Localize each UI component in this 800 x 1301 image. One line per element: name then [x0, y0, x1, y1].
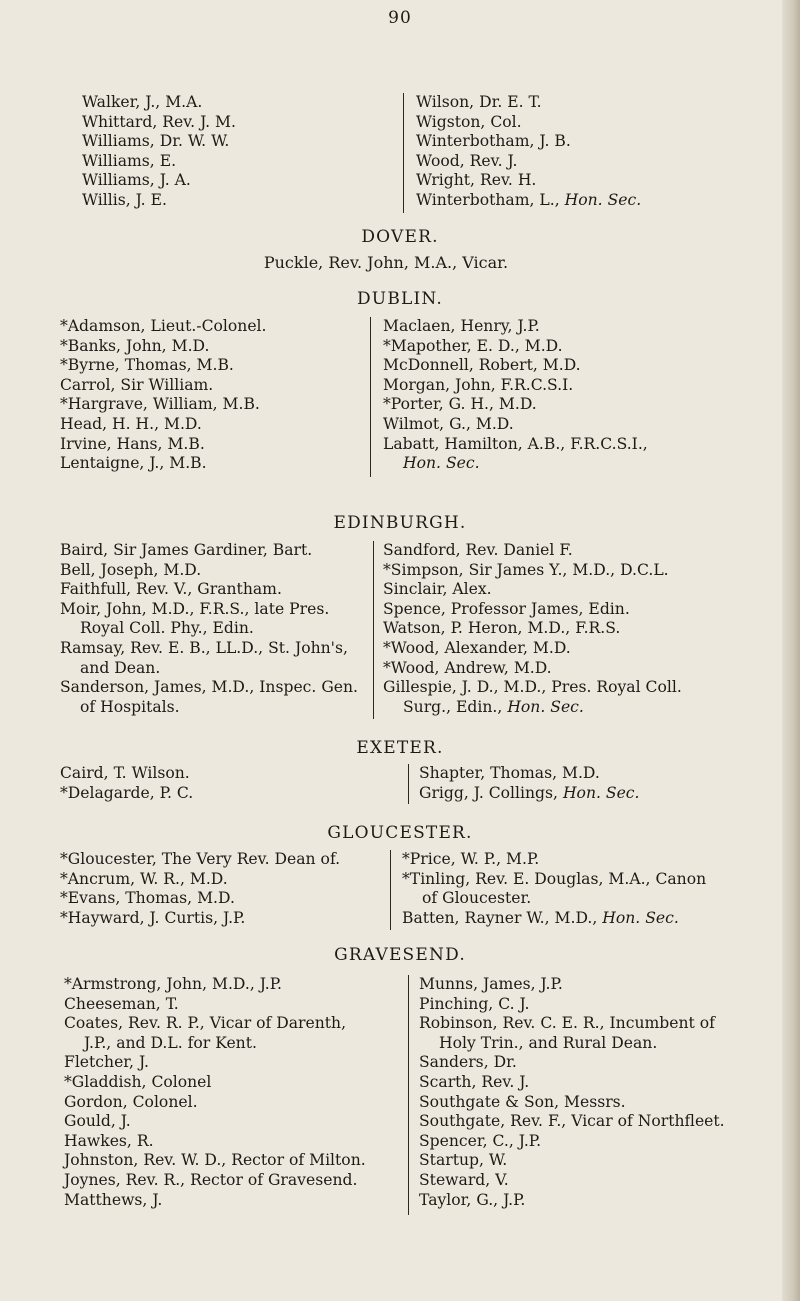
list-item: Spencer, C., J.P. — [419, 1131, 542, 1150]
list-item: Winterbotham, L., Hon. Sec. — [416, 190, 642, 209]
list-item: Gordon, Colonel. — [64, 1092, 198, 1111]
list-item: Southgate & Son, Messrs. — [419, 1092, 626, 1111]
top-right-column — [416, 93, 641, 211]
list-item: Sanderson, James, M.D., Inspec. Gen. — [60, 678, 359, 697]
dover-entry: Puckle, Rev. John, M.A., Vicar. — [263, 253, 509, 272]
section-heading-edinburgh: EDINBURGH. — [333, 513, 467, 533]
list-item: Maclaen, Henry, J.P. — [383, 317, 540, 335]
page-number: 90 — [388, 8, 412, 28]
hon-sec-label: Hon. Sec. — [564, 190, 642, 209]
list-item: Cheeseman, T. — [64, 994, 179, 1013]
list-item: Holy Trin., and Rural Dean. — [439, 1033, 658, 1052]
list-item: Batten, Rayner W., M.D., Hon. Sec. — [402, 908, 679, 927]
list-item: Irvine, Hans, M.B. — [60, 434, 205, 453]
list-item: J.P., and D.L. for Kent. — [84, 1033, 257, 1052]
list-item: Startup, W. — [419, 1151, 508, 1170]
list-item: Lentaigne, J., M.B. — [60, 454, 207, 473]
list-item: Robinson, Rev. C. E. R., Incumbent of — [419, 1014, 715, 1033]
list-item: Southgate, Rev. F., Vicar of Northfleet. — [419, 1112, 725, 1131]
list-item: and Dean. — [80, 658, 161, 677]
list-item: Whittard, Rev. J. M. — [82, 112, 236, 131]
list-item: Fletcher, J. — [64, 1053, 149, 1072]
list-item: Royal Coll. Phy., Edin. — [80, 619, 254, 638]
section-heading-dover: DOVER. — [361, 227, 439, 247]
edinburgh-left-column — [60, 541, 358, 717]
list-item: Willis, J. E. — [82, 190, 167, 209]
list-item: Surg., Edin., Hon. Sec. — [403, 697, 584, 716]
list-item: Wilson, Dr. E. T. — [416, 93, 542, 111]
list-item: *Byrne, Thomas, M.B. — [60, 356, 234, 375]
list-item: *Armstrong, John, M.D., J.P. — [64, 975, 283, 993]
list-item: *Banks, John, M.D. — [60, 336, 210, 355]
exeter-left-column — [60, 764, 193, 803]
list-item: Joynes, Rev. R., Rector of Gravesend. — [64, 1170, 358, 1189]
list-item: Bell, Joseph, M.D. — [60, 560, 202, 579]
list-item: Carrol, Sir William. — [60, 375, 214, 394]
list-item: *Price, W. P., M.P. — [402, 850, 540, 868]
list-item: *Hargrave, William, M.B. — [60, 395, 260, 414]
list-item: Sinclair, Alex. — [383, 580, 492, 599]
list-item: *Simpson, Sir James Y., M.D., D.C.L. — [383, 560, 669, 579]
column-divider — [370, 317, 371, 477]
list-item: Watson, P. Heron, M.D., F.R.S. — [383, 619, 621, 638]
list-item: of Gloucester. — [422, 889, 532, 908]
list-item: Williams, Dr. W. W. — [82, 132, 230, 151]
list-item: Ramsay, Rev. E. B., LL.D., St. John's, — [60, 638, 348, 657]
list-item: Gillespie, J. D., M.D., Pres. Royal Coll. — [383, 678, 682, 697]
column-divider — [373, 541, 374, 719]
section-heading-gloucester: GLOUCESTER. — [327, 823, 473, 843]
list-item: Wright, Rev. H. — [416, 171, 537, 190]
list-item: *Porter, G. H., M.D. — [383, 395, 537, 414]
page-edge — [782, 0, 800, 1301]
hon-sec-label: Hon. Sec. — [562, 783, 640, 802]
list-item: *Gladdish, Colonel — [64, 1072, 212, 1091]
gravesend-left-column — [64, 975, 366, 1210]
list-item: *Ancrum, W. R., M.D. — [60, 869, 228, 888]
gloucester-left-column — [60, 850, 340, 928]
list-item: Wood, Rev. J. — [416, 151, 518, 170]
list-item: Wigston, Col. — [416, 112, 522, 131]
list-item: Taylor, G., J.P. — [419, 1190, 526, 1209]
list-item: of Hospitals. — [80, 697, 180, 716]
list-item: Spence, Professor James, Edin. — [383, 599, 630, 618]
list-item: Walker, J., M.A. — [82, 93, 203, 111]
edinburgh-right-column — [383, 541, 682, 717]
list-item: Faithfull, Rev. V., Grantham. — [60, 580, 282, 599]
gravesend-right-column — [419, 975, 725, 1210]
dublin-right-column — [383, 317, 648, 474]
list-item: *Evans, Thomas, M.D. — [60, 889, 235, 908]
list-item: Gould, J. — [64, 1112, 131, 1131]
list-item: Coates, Rev. R. P., Vicar of Darenth, — [64, 1014, 347, 1033]
list-item: Scarth, Rev. J. — [419, 1072, 530, 1091]
column-divider — [403, 93, 404, 213]
list-item: Grigg, J. Collings, Hon. Sec. — [419, 783, 640, 802]
list-item: *Delagarde, P. C. — [60, 783, 194, 802]
list-item: Johnston, Rev. W. D., Rector of Milton. — [64, 1151, 366, 1170]
list-item: Munns, James, J.P. — [419, 975, 563, 993]
list-item: Baird, Sir James Gardiner, Bart. — [60, 541, 313, 559]
column-divider — [408, 975, 409, 1215]
list-item: *Gloucester, The Very Rev. Dean of. — [60, 850, 341, 868]
section-heading-exeter: EXETER. — [356, 738, 444, 758]
column-divider — [390, 850, 391, 930]
hon-sec-label: Hon. Sec. — [507, 697, 584, 716]
list-item: Williams, E. — [82, 151, 177, 170]
list-item: Winterbotham, J. B. — [416, 132, 571, 151]
hon-sec-label: Hon. Sec. — [602, 908, 679, 927]
section-heading-dublin: DUBLIN. — [356, 289, 444, 309]
list-item: Sandford, Rev. Daniel F. — [383, 541, 573, 559]
list-item: Labatt, Hamilton, A.B., F.R.C.S.I., — [383, 434, 648, 453]
gloucester-right-column — [402, 850, 706, 928]
list-item: *Adamson, Lieut.-Colonel. — [60, 317, 267, 335]
list-item: Caird, T. Wilson. — [60, 764, 190, 782]
list-item: Head, H. H., M.D. — [60, 414, 202, 433]
hon-sec-label: Hon. Sec. — [403, 454, 480, 473]
list-item: Moir, John, M.D., F.R.S., late Pres. — [60, 599, 330, 618]
list-item: *Hayward, J. Curtis, J.P. — [60, 908, 246, 927]
dublin-left-column — [60, 317, 267, 474]
list-item: *Mapother, E. D., M.D. — [383, 336, 563, 355]
list-item: Sanders, Dr. — [419, 1053, 517, 1072]
list-item: Shapter, Thomas, M.D. — [419, 764, 600, 782]
column-divider — [408, 764, 409, 804]
section-heading-gravesend: GRAVESEND. — [334, 945, 466, 965]
list-item: Steward, V. — [419, 1170, 509, 1189]
list-item: *Wood, Alexander, M.D. — [383, 638, 571, 657]
list-item: Hawkes, R. — [64, 1131, 154, 1150]
list-item: Morgan, John, F.R.C.S.I. — [383, 375, 574, 394]
list-item: McDonnell, Robert, M.D. — [383, 356, 581, 375]
exeter-right-column — [419, 764, 640, 803]
list-item: Pinching, C. J. — [419, 994, 530, 1013]
list-item: Williams, J. A. — [82, 171, 191, 190]
list-item: Wilmot, G., M.D. — [383, 414, 514, 433]
list-item: Matthews, J. — [64, 1190, 163, 1209]
list-item: *Wood, Andrew, M.D. — [383, 658, 552, 677]
top-left-column — [82, 93, 236, 211]
list-item: *Tinling, Rev. E. Douglas, M.A., Canon — [402, 869, 707, 888]
